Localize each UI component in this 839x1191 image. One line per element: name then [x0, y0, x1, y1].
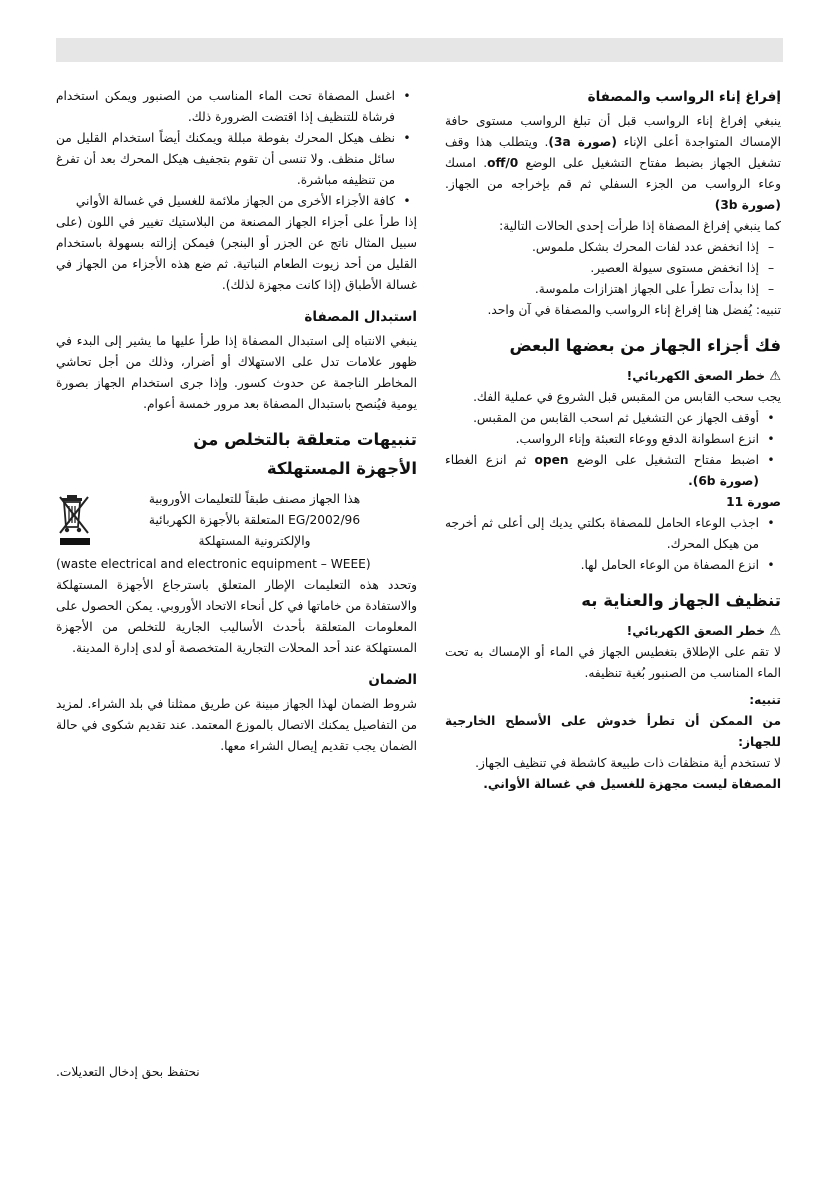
dishwasher-note: المصفاة ليست مجهزة للغسيل في غسالة الأواني.	[483, 777, 781, 791]
weee-line-3: والإلكترونية المستهلكة	[198, 534, 311, 548]
list-item: • كافة الأجزاء الأخرى من الجهاز ملائمة للغسيل في غسالة الأواني	[56, 191, 417, 212]
cleaning-intro: لا تقم على الإطلاق بتغطيس الجهاز في الماء أو الإمساك به تحت الماء المناسب من الصنبور بُغية تنظيفه.	[445, 645, 781, 680]
dash-marker: –	[767, 261, 775, 275]
open-position-label: open	[534, 453, 569, 467]
emptying-paragraph: ينبغي إفراغ إناء الرواسب قبل أن تبلغ الرواسب مستوى حافة الإمساك المتواجدة أعلى الإناء (صورة 3a). ويتطلب هذا وقف تشغيل الجهاز بضبط مفتاح التشغيل على الوضع off/0. امسك وعاء الرواسب من الجزء السفلي ثم قم بإخراجه من الجهاز.(صورة 3b)	[445, 114, 782, 212]
warning-icon: ⚠	[769, 369, 781, 384]
scratch-text: لا تستخدم أية منظفات ذات طبيعة كاشطة في تنظيف الجهاز.	[475, 756, 781, 770]
cases-intro: كما ينبغي إفراغ المصفاة إذا طرأت إحدى الحالات التالية:	[499, 219, 781, 233]
crossed-bin-icon	[56, 493, 92, 554]
dash-marker: –	[767, 240, 775, 254]
cleaning-heading: تنظيف الجهاز والعناية به	[581, 591, 781, 610]
disposal-text: وتحدد هذه التعليمات الإطار المتعلق باسترجاع الأجهزة المستهلكة والاستفادة من خاماتها في كل أنحاء الاتحاد الأوروبي. يمكن الحصول على المعلومات المتعلقة بأحدث الأساليب الجارية للتخلص من الأجهزة المستهلكة عند أحد المحلات التجارية المتخصصة أو لدى إدارة المدينة.	[56, 578, 417, 655]
list-item: – إذا انخفض عدد لفات المحرك بشكل ملموس.	[445, 237, 781, 258]
bullet-marker: •	[767, 432, 775, 446]
disassembly-warning: ⚠ خطر الصعق الكهربائي!	[626, 369, 781, 384]
bullet-marker: •	[767, 453, 775, 467]
header-bar	[56, 38, 783, 62]
warranty-text: شروط الضمان لهذا الجهاز مبينة عن طريق ممثلنا في بلد الشراء. لمزيد من التفاصيل يمكنك الاتصال بالموزع المعتمد. عند تقديم شكوى في حالة الضمان يجب تقديم إيصال الشراء معها.	[56, 697, 417, 753]
warranty-heading: الضمان	[368, 672, 417, 688]
list-item: • اضبط مفتاح التشغيل على الوضع open ثم انزع الغطاء (صورة 6b).	[445, 450, 781, 492]
disposal-heading	[56, 425, 417, 483]
bullet-marker: •	[403, 131, 411, 145]
cleaning-note-label: تنبيه:	[749, 693, 781, 707]
dash-marker: –	[767, 282, 775, 296]
disposal-heading-line2: الأجهزة المستهلكة	[266, 459, 417, 478]
bullet-marker: •	[403, 89, 411, 103]
left-column	[56, 86, 417, 757]
disposal-heading-line1: تنبيهات متعلقة بالتخلص من	[193, 430, 417, 449]
figure-ref-3b: (صورة 3b)	[714, 198, 781, 212]
list-item: • نظف هيكل المحرك بفوطة مبللة ويمكنك أيضاً استخدام القليل من سائل منظف. ولا تنسى أن تقوم بتجفيف هيكل المحرك بعد أن تفرغ من تنظيفه مباشرة.	[56, 128, 417, 191]
disassembly-steps-2	[445, 513, 781, 576]
list-item: • اغسل المصفاة تحت الماء المناسب من الصنبور ويمكن استخدام فرشاة للتنظيف إذا اقتضت الضرورة ذلك.	[56, 86, 417, 128]
strainer-heading: استبدال المصفاة	[304, 309, 417, 325]
list-item: – إذا بدأت تطرأ على الجهاز اهتزازات ملموسة.	[445, 279, 781, 300]
weee-english: (waste electrical and electronic equipment – WEEE)	[56, 557, 371, 571]
off-position-label: off/0	[487, 156, 519, 170]
list-item: • انزع المصفاة من الوعاء الحامل لها.	[445, 555, 781, 576]
footer-note: نحتفظ بحق إدخال التعديلات.	[56, 1065, 200, 1079]
disassembly-heading: فك أجزاء الجهاز من بعضها البعض	[509, 336, 781, 355]
emptying-heading: إفراغ إناء الرواسب والمصفاة	[587, 89, 781, 105]
figure-label: صورة 11	[726, 495, 781, 509]
cleaning-warning: ⚠ خطر الصعق الكهربائي!	[626, 624, 781, 639]
cases-list	[445, 237, 781, 300]
right-column	[445, 86, 781, 795]
weee-line-1: هذا الجهاز مصنف طبقاً للتعليمات الأوروبية	[148, 492, 361, 506]
cleaning-bullets	[56, 86, 417, 212]
bullet-marker: •	[767, 558, 775, 572]
plastic-paragraph: إذا طرأ على أجزاء الجهاز المصنعة من البلاستيك تغيير في اللون (على سبيل المثال ناتج عن الجزر أو البنجر) فيمكن إزالته بسهولة باستخدام القليل من أحد زيوت الطعام النباتية. ثم ضع هذه الأجزاء من الجهاز في غسالة الأطباق (إذا كانت مجهزة لذلك).	[56, 215, 417, 292]
weee-block	[56, 489, 417, 554]
emptying-note: تنبيه: يُفضل هنا إفراغ إناء الرواسب والمصفاة في آن واحد.	[487, 303, 781, 317]
figure-ref-3a: (صورة 3a)	[548, 135, 617, 149]
weee-line-2: 2002/96/EG المتعلقة بالأجهزة الكهربائية	[148, 513, 361, 527]
list-item: • أوقف الجهاز عن التشغيل ثم اسحب القابس من المقبس.	[445, 408, 781, 429]
scratch-warning: من الممكن أن تطرأ خدوش على الأسطح الخارجية للجهاز:	[445, 714, 781, 749]
warning-icon: ⚠	[769, 624, 781, 639]
bullet-marker: •	[767, 516, 775, 530]
bullet-marker: •	[403, 194, 411, 208]
list-item: • انزع اسطوانة الدفع ووعاء التعبئة وإناء الرواسب.	[445, 429, 781, 450]
list-item: – إذا انخفض مستوى سيولة العصير.	[445, 258, 781, 279]
list-item: • اجذب الوعاء الحامل للمصفاة بكلتي يديك إلى أعلى ثم أخرجه من هيكل المحرك.	[445, 513, 781, 555]
strainer-text: ينبغي الانتباه إلى استبدال المصفاة إذا طرأ عليها ما يشير إلى البدء في ظهور علامات تدل على الاستهلاك أو أضرار، وذلك من أجل تحاشي المخاطر الناجمة عن حدوث كسور. وإذا جرى استخدام الجهاز بصورة يومية فيُنصح باستبدال المصفاة بعد مرور خمسة أعوام.	[56, 334, 417, 411]
disassembly-intro: يجب سحب القابس من المقبس قبل الشروع في عملية الفك.	[473, 390, 781, 404]
bullet-marker: •	[767, 411, 775, 425]
disassembly-steps	[445, 408, 781, 492]
figure-ref-6b: (صورة 6b).	[688, 474, 759, 488]
